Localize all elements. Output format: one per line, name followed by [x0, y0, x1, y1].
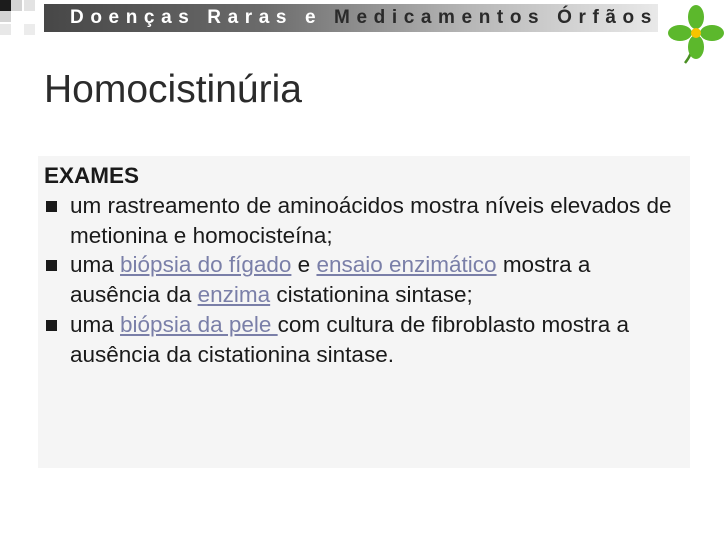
bullet-text: cistationina sintase; [270, 282, 473, 308]
liver-biopsy-link[interactable]: biópsia do fígado [120, 252, 292, 278]
square-bullet-icon [46, 260, 57, 271]
decor-square [11, 11, 22, 22]
header-title-part2: Medicamentos Órfãos [334, 7, 658, 28]
bullet-text: uma [70, 252, 121, 278]
clover-icon [665, 2, 727, 64]
decor-square [24, 24, 35, 35]
header-title [70, 7, 658, 29]
decor-square [0, 11, 11, 22]
square-bullet-icon [46, 320, 57, 331]
slide-title: Homocistinúria [44, 68, 302, 111]
decor-square [11, 0, 22, 11]
bullet-text: com cultura de fibroblasto mostra a ausência da cistationina sintase. [70, 311, 630, 367]
header-title-part1: Doenças Raras e [70, 7, 335, 28]
bullet-item [44, 191, 684, 251]
bullet-text: uma [70, 311, 121, 337]
bullet-text: um rastreamento de aminoácidos mostra níveis elevados de metionina e homocisteína; [70, 192, 672, 248]
bullet-item [44, 250, 684, 310]
enzyme-link[interactable]: enzima [197, 282, 271, 308]
skin-biopsy-link[interactable]: biópsia da pele [120, 311, 278, 337]
enzyme-assay-link[interactable]: ensaio enzimático [316, 252, 497, 278]
section-heading: EXAMES [44, 163, 140, 188]
content-body [44, 161, 684, 370]
decor-square [24, 0, 35, 11]
bullet-text: mostra a ausência da [70, 252, 591, 308]
decor-square [0, 0, 11, 11]
bullet-text: e [291, 252, 317, 278]
square-bullet-icon [46, 201, 57, 212]
bullet-item [44, 310, 684, 370]
decor-square [0, 24, 11, 35]
